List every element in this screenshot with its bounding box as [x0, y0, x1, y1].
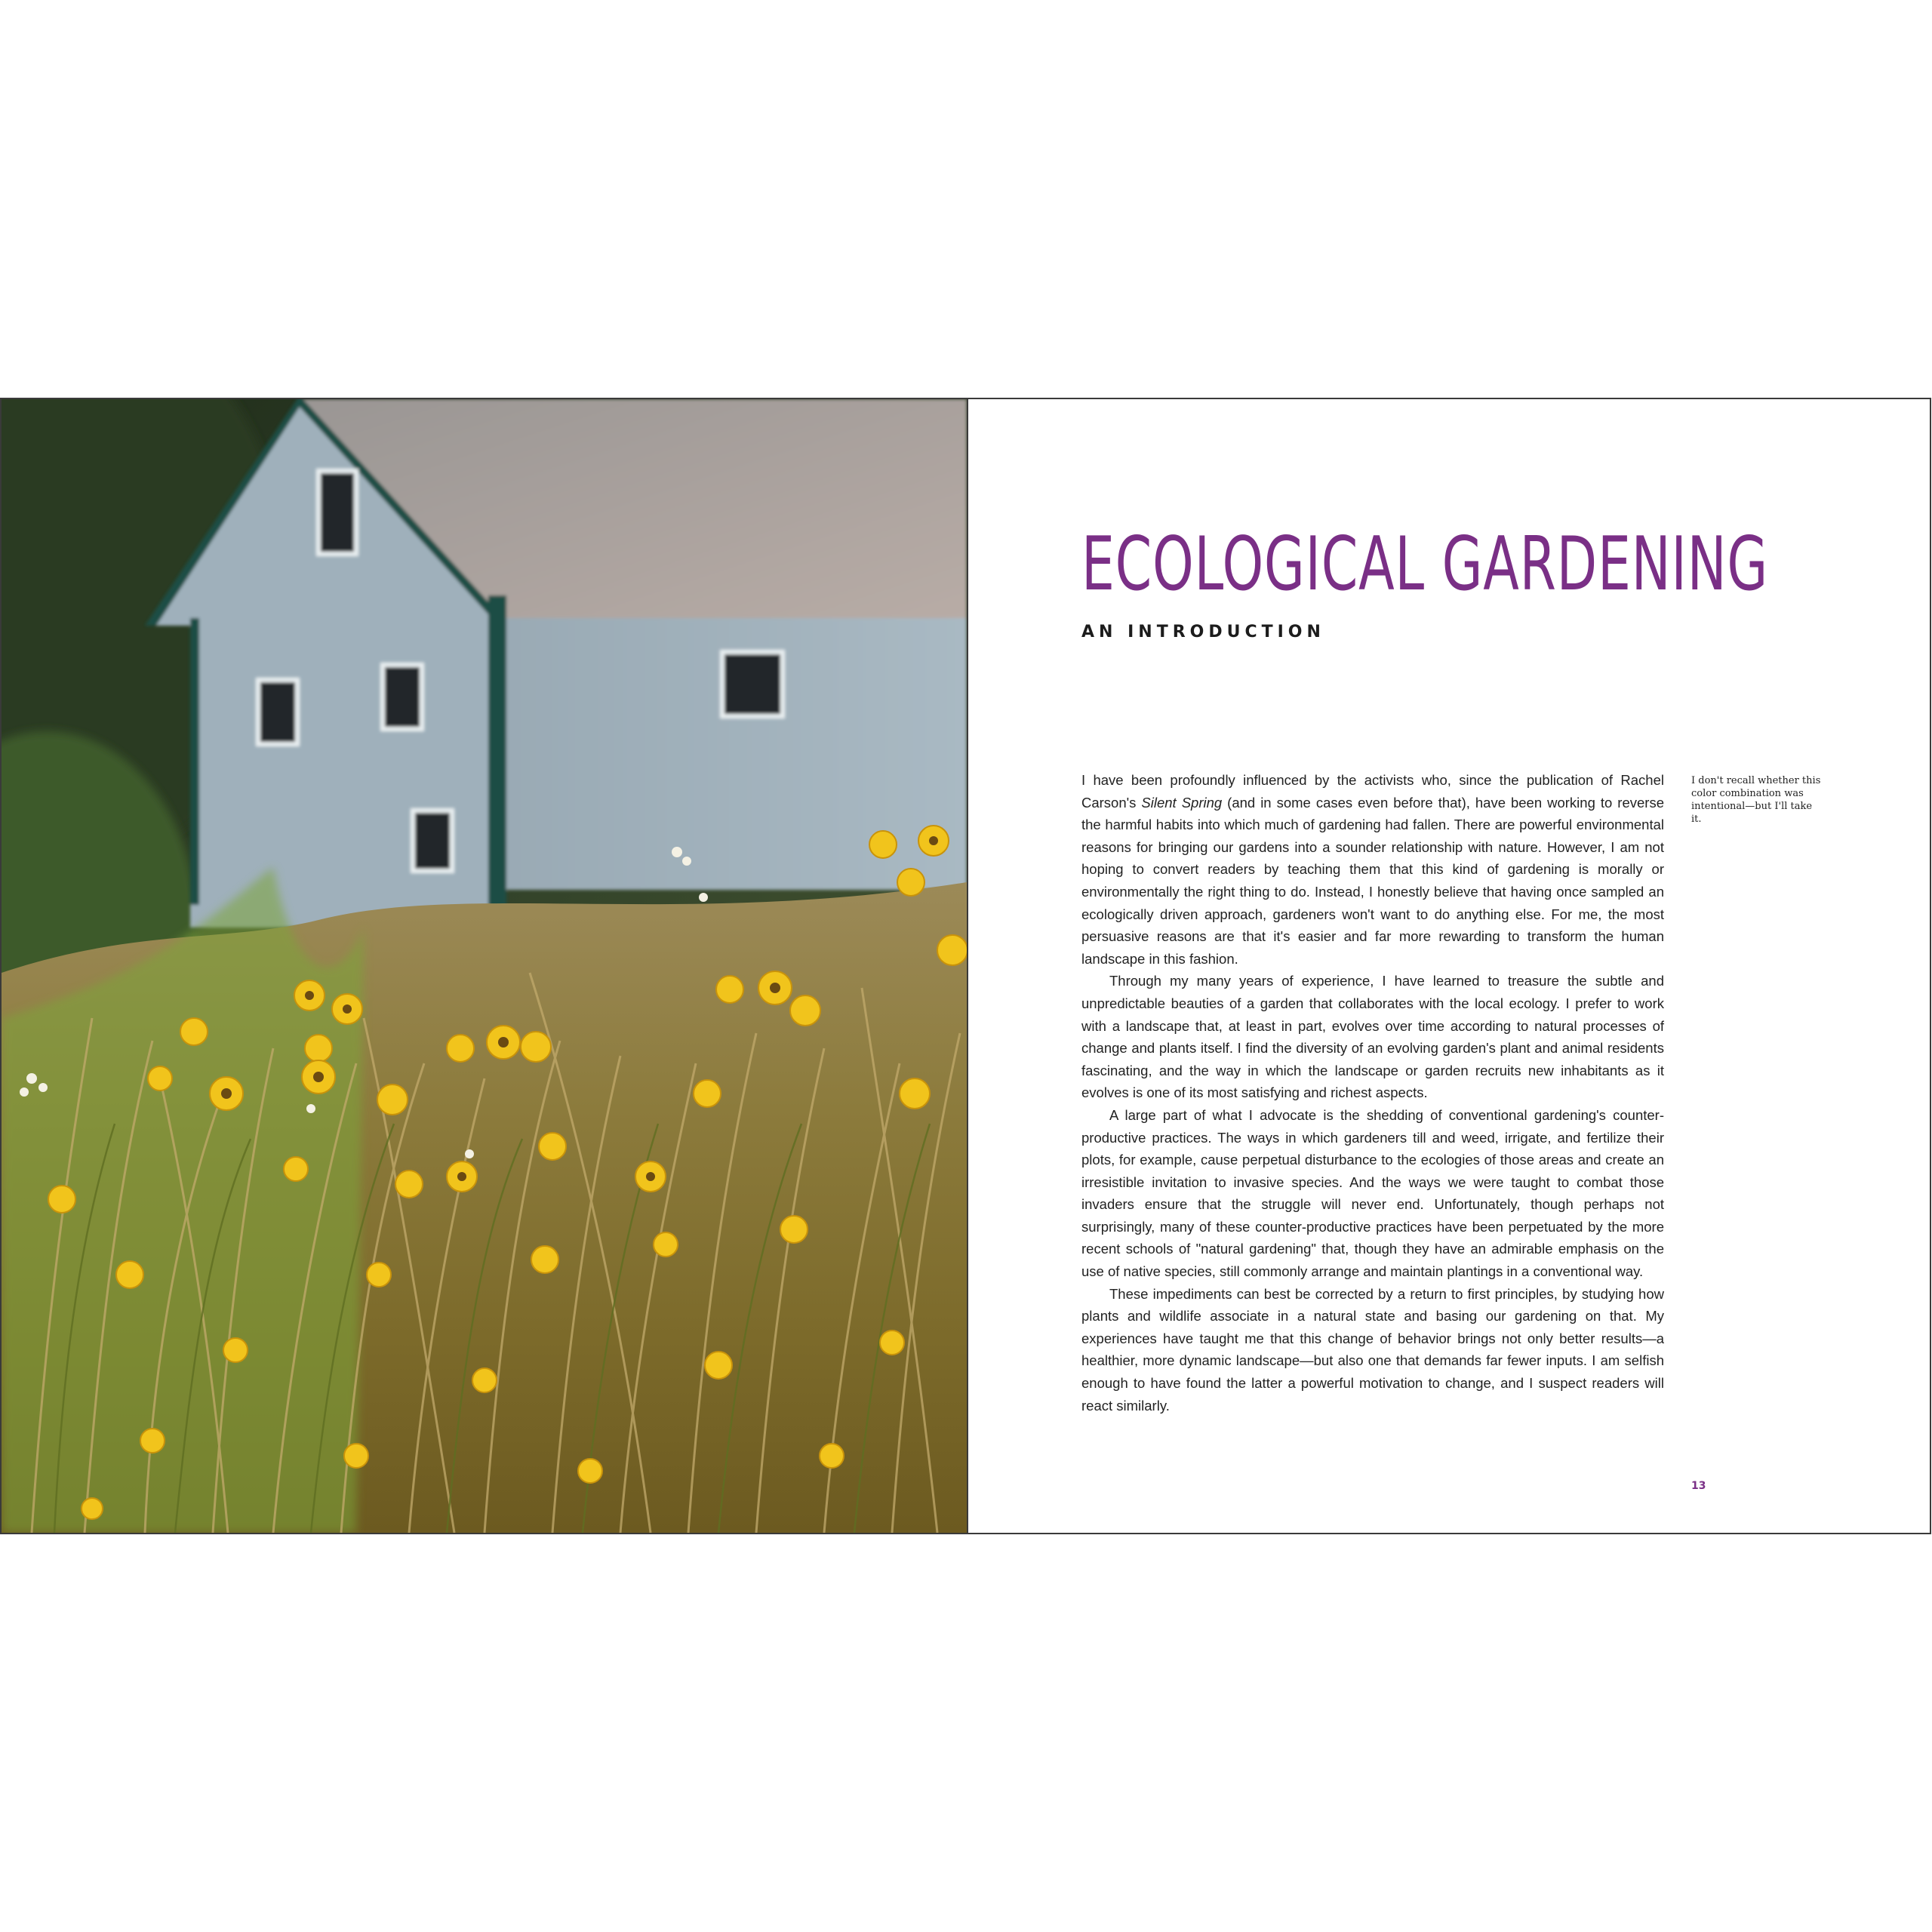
- paragraph-1-start: I have been profoundly influenced by the activists who, since the publication of Rachel Carson's: [1081, 772, 1664, 811]
- meadow-barn-photo: [2, 399, 967, 1533]
- book-title-silent-spring: Silent Spring: [1141, 794, 1223, 811]
- paragraph-1-end: (and in some cases even before that), have been working to reverse the harmful habits into which much of gardening had fallen. There are powerful environmental reasons for bringing our gardens into a sounder relationship with nature. However, I am not hoping to convert readers by teaching them that this kind of gardening is morally or environmentally the right thing to do. Instead, I honestly believe that having once sampled an ecologically driven approach, gardeners won't want to do anything else. For me, the most persuasive reasons are that it's easier and far more rewarding to transform the human landscape in this fashion.: [1081, 794, 1664, 967]
- chapter-subtitle: AN INTRODUCTION: [1081, 623, 1325, 641]
- chapter-title: ECOLOGICAL GARDENING: [1081, 521, 1769, 608]
- body-text: [1081, 769, 1664, 1417]
- paragraph-1: [1081, 769, 1664, 970]
- text-page: [968, 399, 1930, 1533]
- page-number: 13: [1691, 1480, 1706, 1492]
- paragraph-3: A large part of what I advocate is the shedding of conventional gardening's counter-productive practices. The ways in which gardeners till and weed, irrigate, and fertilize their plots, for example, cause perpetual disturbance to the ecologies of those areas and create an irresistible invitation to invasive species. And the ways we were taught to combat those invaders ensure that the struggle will never end. Unfortunately, though perhaps not surprisingly, many of these counter-productive practices have been perpetuated by the more recent schools of "natural gardening" that, though they have an admirable emphasis on the use of native species, still commonly arrange and maintain plantings in a conventional way.: [1081, 1106, 1664, 1280]
- book-spread: [0, 398, 1931, 1534]
- paragraph-4: These impediments can best be corrected by a return to first principles, by studying how plants and wildlife associate in a natural state and basing our gardening on that. My experiences have taught me that this change of behavior brings not only better results—a healthier, more dynamic landscape—but also one that demands far fewer inputs. I am selfish enough to have found the latter a powerful motivation to change, and I suspect readers will react similarly.: [1081, 1285, 1664, 1414]
- paragraph-2: Through my many years of experience, I have learned to treasure the subtle and unpredictable beauties of a garden that collaborates with the local ecology. I prefer to work with a landscape that, at least in part, evolves over time according to natural processes of change and plants itself. I find the diversity of an evolving garden's plant and animal residents fascinating, and the way in which the landscape or garden recruits new inhabitants as it evolves is one of its most satisfying and richest aspects.: [1081, 973, 1664, 1101]
- marginal-note: I don't recall whether this color combination was intentional—but I'll take it.: [1691, 775, 1821, 825]
